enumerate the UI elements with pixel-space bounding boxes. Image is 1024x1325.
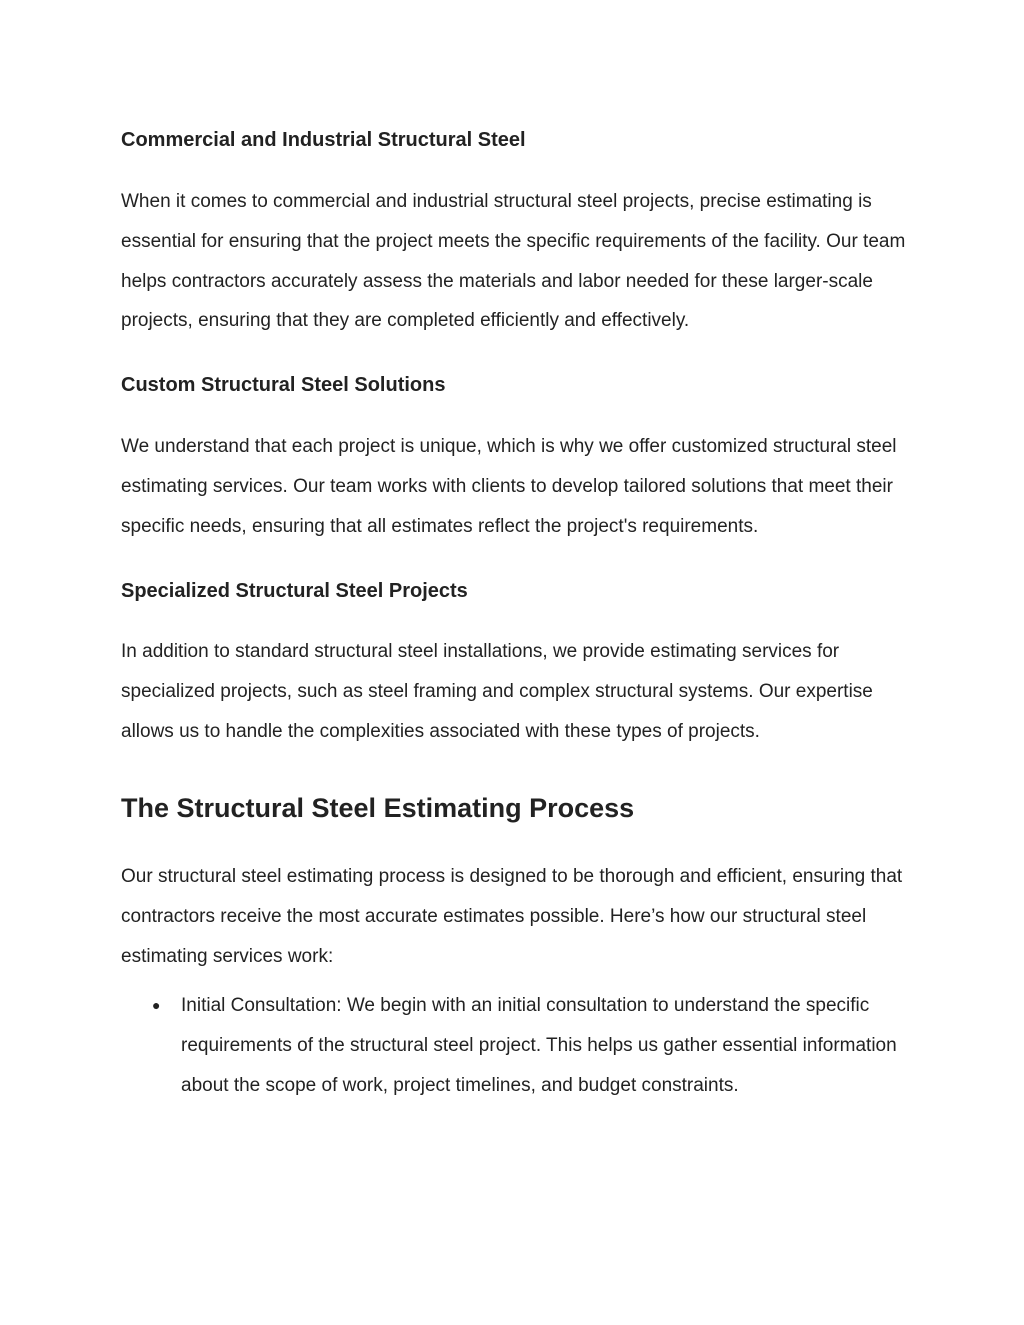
paragraph-estimating-process: Our structural steel estimating process is designed to be thorough and efficient, ensuring that contractors receive the most accurate estimates possible. Here’s how our structural steel estimating services work: bbox=[121, 866, 903, 967]
paragraph-commercial-industrial: When it comes to commercial and industrial structural steel projects, precise estimating is essential for ensuring that the project meets the specific requirements of the facility. Our team helps contractors accurately assess the materials and labor needed for these larger-scale projects, ensuring that they are completed efficiently and effectively. bbox=[121, 191, 906, 332]
list-item bbox=[121, 986, 911, 1105]
bullet-icon: ● bbox=[152, 997, 161, 1013]
paragraph-specialized-projects: In addition to standard structural steel installations, we provide estimating services for specialized projects, such as steel framing and complex structural systems. Our expertise allows us to handle the complexities associated with these types of projects. bbox=[121, 641, 873, 742]
heading-commercial-industrial: Commercial and Industrial Structural Steel bbox=[121, 129, 526, 151]
paragraph-custom-solutions: We understand that each project is unique, which is why we offer customized structural steel estimating services. Our team works with clients to develop tailored solutions that meet their specific needs, ensuring that all estimates reflect the project's requirements. bbox=[121, 436, 897, 537]
heading-estimating-process: The Structural Steel Estimating Process bbox=[121, 793, 635, 823]
list-item-text: Initial Consultation: We begin with an initial consultation to understand the specific requirements of the structural steel project. This helps us gather essential information about the scope of work, project timelines, and budget constraints. bbox=[181, 995, 897, 1096]
heading-custom-solutions: Custom Structural Steel Solutions bbox=[121, 374, 446, 396]
process-steps-list bbox=[121, 986, 911, 1105]
heading-specialized-projects: Specialized Structural Steel Projects bbox=[121, 580, 468, 602]
